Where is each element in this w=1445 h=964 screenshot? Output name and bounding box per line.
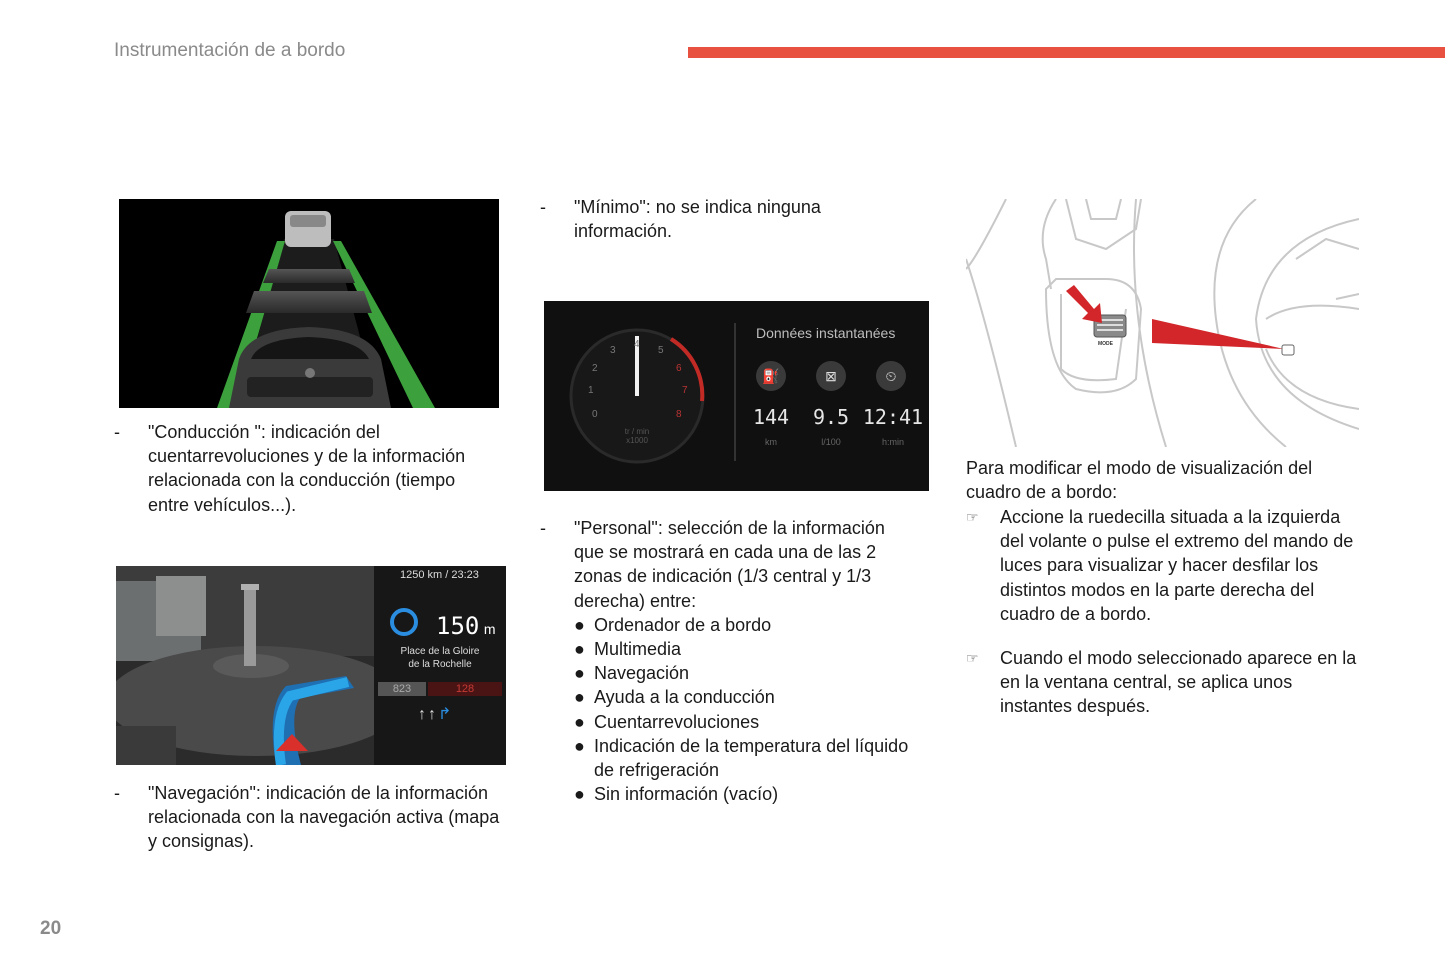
gauge-tick: 0 [592,409,598,420]
bullet: ● [574,614,585,635]
cluster-value-time: 12:41 [862,405,924,429]
navegacion-text: "Navegación": indicación de la información relacionada con la navegación activa (mapa y consignas). [148,783,500,852]
list-item [574,710,930,734]
personal-options-list [574,613,930,807]
nav-place-line2: de la Rochelle [408,659,472,670]
mode-intro: Para modificar el modo de visualización del cuadro de a bordo: [966,458,1313,503]
cluster-title: Données instantanées [756,325,896,341]
bullet: ● [574,639,585,660]
cluster-value-consumption: 9.5 [812,405,850,429]
bullet: ● [574,711,585,732]
list-item [574,734,930,782]
nav-distance-unit: m [483,621,496,637]
gauge-tick: 6 [676,363,682,374]
cluster-unit-distance: km [765,437,777,447]
gauge-unit [612,427,662,445]
dash-marker: - [540,518,546,538]
list-item [574,782,930,806]
mode-label: MODE [1098,341,1113,347]
nav-time-value: 128 [455,683,475,695]
nav-distance: 150 [436,612,480,640]
gauge-unit-line1: tr / min [624,427,650,436]
list-item-text: Ayuda a la conducción [594,687,775,708]
bullet: ● [574,735,585,756]
steering-wheel-mode-illustration [966,199,1359,447]
list-item-text: Cuentarrevoluciones [594,711,760,732]
gauge-tick: 5 [658,345,664,356]
nav-range-badge: 823 [378,682,426,696]
nav-time-badge [428,682,502,696]
gauge-tick: 4 [634,339,640,350]
consumption-icon: ⊠ [816,361,846,391]
nav-place-line1: Place de la Gloire [400,646,480,657]
step-text: Accione la ruedecilla situada a la izquierda del volante o pulse el extremo del mando de luces para visualizar y hacer desfilar los distintos modos en la parte derecha del cuadro de a bordo. [1000,507,1354,624]
list-item [574,685,930,709]
step-item [966,646,1358,719]
list-item-text: Navegación [594,663,690,684]
list-item-text: Multimedia [594,639,682,660]
lane-arrows-icon: ↑↑↱ [418,706,454,723]
gauge-tick: 3 [610,345,616,356]
personal-section [540,516,930,806]
gauge-tick: 8 [676,409,682,420]
step-text: Cuando el modo seleccionado aparece en la en la ventana central, se aplica unos instantes después. [1000,648,1357,717]
list-item-text: Sin información (vacío) [594,784,779,805]
fuel-icon: ⛽ [756,361,786,391]
bullet: ● [574,687,585,708]
hand-pointer-icon: ☞ [966,650,979,666]
cluster-unit-time: h:min [881,437,904,447]
bullet: ● [574,663,585,684]
list-item [574,661,930,685]
bullet: ● [574,784,585,805]
personal-item [540,516,900,613]
navegacion-item [114,781,509,854]
list-item [574,613,930,637]
cluster-unit-consumption: l/100 [821,437,841,447]
personal-text: "Personal": selección de la información que se mostrará en cada una de las 2 zonas de indicación (1/3 central y 1/3 derecha) entre: [574,518,885,611]
gauge-tick: 7 [682,385,688,396]
section-title: Instrumentación de a bordo [114,40,346,61]
page-number: 20 [40,918,62,939]
conduccion-text: "Conducción ": indicación del cuentarrevoluciones y de la información relacionada con la conducción (tiempo entre vehículos...). [148,422,466,515]
roundabout-icon [390,608,418,636]
minimo-text: "Mínimo": no se indica ninguna información. [574,197,821,242]
step-item [966,505,1358,626]
dash-marker: - [540,197,546,217]
instrument-cluster-image [544,301,929,491]
gauge-unit-line2: x1000 [626,436,648,445]
timer-icon: ⏲ [876,361,906,391]
minimo-item [540,195,860,243]
hand-pointer-icon: ☞ [966,509,979,525]
list-item [574,637,930,661]
gauge-tick: 1 [588,385,594,396]
list-item-text: Indicación de la temperatura del líquido de refrigeración [594,735,909,781]
conduccion-item [114,420,494,517]
dash-marker: - [114,783,120,803]
driving-display-image [119,199,499,408]
nav-top-info: 1250 km / 23:23 [400,569,479,581]
header-accent-bar [688,47,1445,58]
list-item-text: Ordenador de a bordo [594,614,772,635]
gauge-tick: 2 [592,363,598,374]
dash-marker: - [114,422,120,442]
cluster-value-distance: 144 [752,405,790,429]
navigation-display-image [116,566,506,765]
